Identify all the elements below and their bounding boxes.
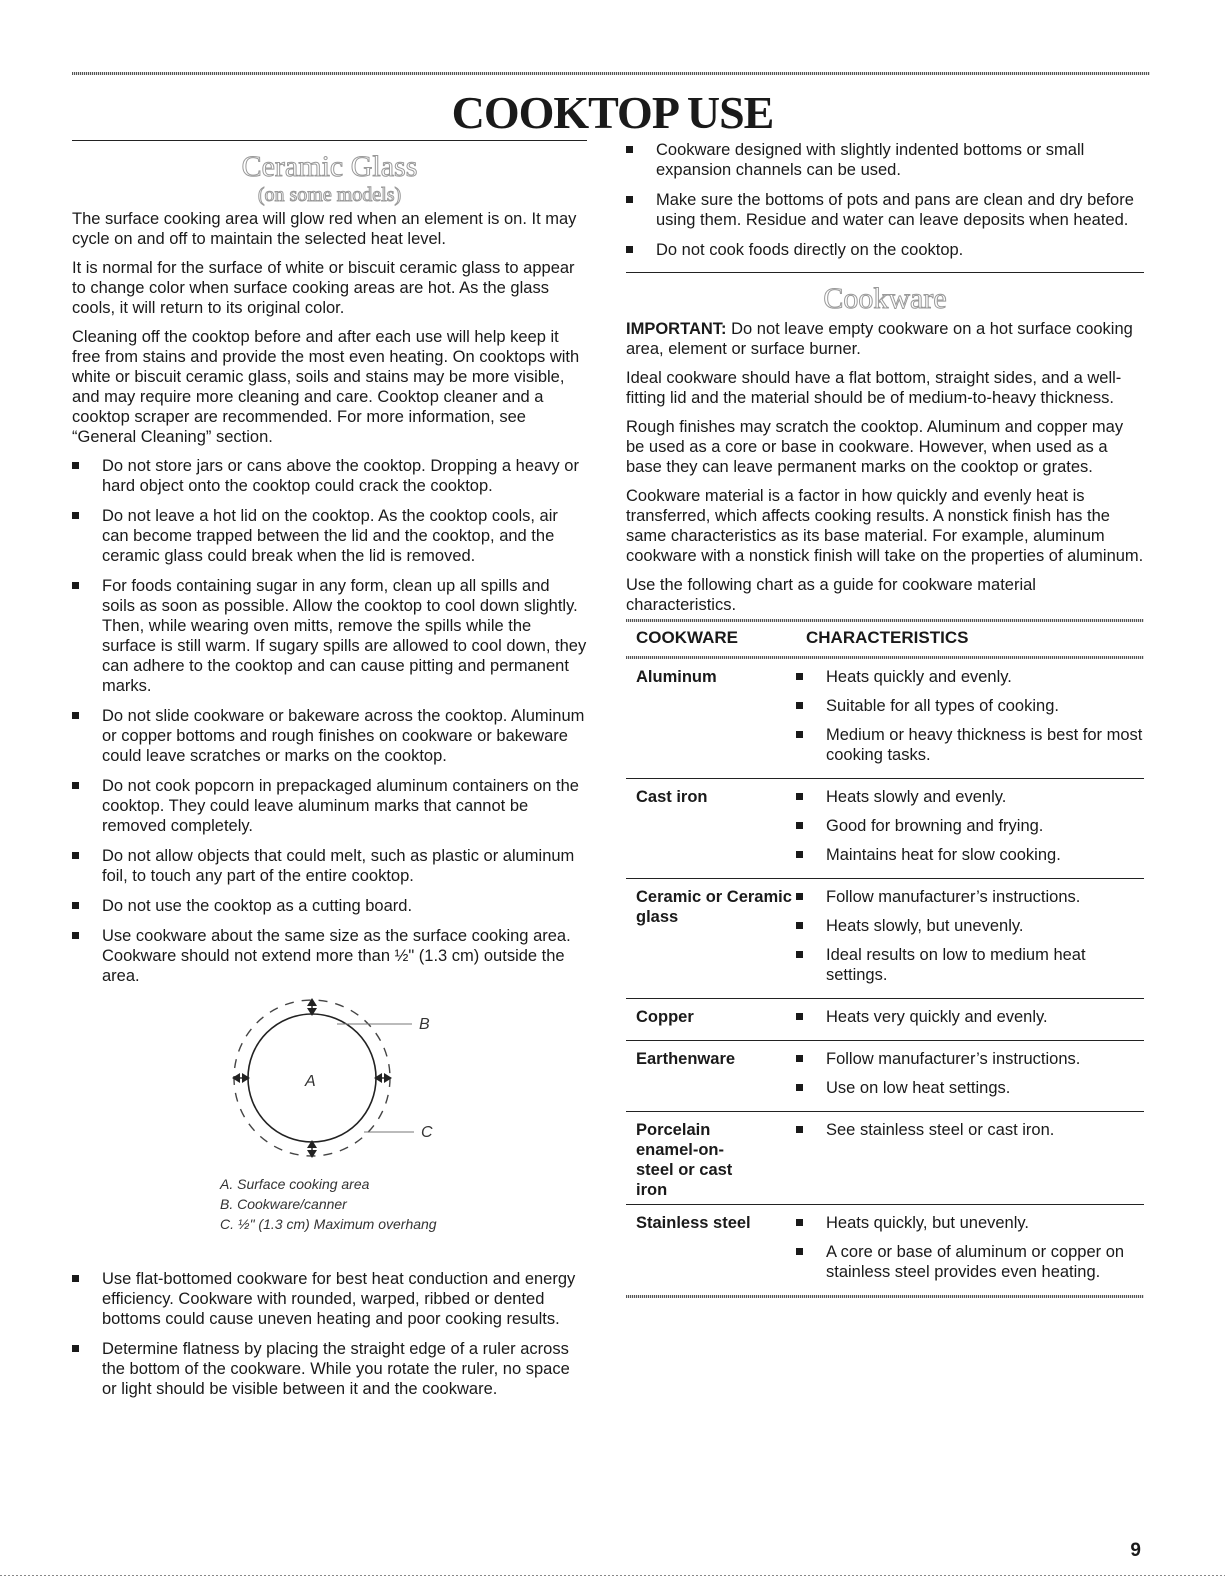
table-header-cookware: COOKWARE [636, 628, 738, 647]
characteristic-item: Medium or heavy thickness is best for most cooking tasks. [796, 725, 1144, 765]
material-name: Copper [626, 999, 796, 1041]
right-column [626, 140, 1144, 1298]
material-name: Aluminum [626, 659, 796, 779]
ceramic-paragraph: The surface cooking area will glow red when an element is on. It may cycle on and off to maintain the selected heat level. [72, 210, 577, 248]
characteristic-item: Good for browning and frying. [796, 816, 1144, 836]
bullet-item: Make sure the bottoms of pots and pans are clean and dry before using them. Residue and water can leave deposits when heated. [626, 190, 1144, 230]
characteristic-item: Ideal results on low to medium heat settings. [796, 945, 1144, 985]
bullet-item: Do not use the cooktop as a cutting board. [72, 896, 587, 916]
characteristic-item: See stainless steel or cast iron. [796, 1120, 1144, 1140]
label-a: A [305, 1073, 316, 1090]
table-header-characteristics: CHARACTERISTICS [806, 628, 969, 647]
table-row [626, 1112, 1144, 1205]
table-header-row [626, 622, 1144, 656]
bullet-item: Do not allow objects that could melt, such as plastic or aluminum foil, to touch any part of the entire cooktop. [72, 846, 587, 886]
material-name: Cast iron [626, 779, 796, 879]
material-name: Porcelain enamel-on-steel or cast iron [626, 1112, 796, 1205]
bullet-item: Cookware designed with slightly indented bottoms or small expansion channels can be used. [626, 140, 1144, 180]
ceramic-bullets [72, 456, 587, 986]
cookware-table [626, 622, 1144, 1295]
bullet-item: Do not cook popcorn in prepackaged aluminum containers on the cooktop. They could leave aluminum marks that cannot be removed completely. [72, 776, 587, 836]
ceramic-subheading: (on some models) [257, 184, 402, 206]
section-rule [626, 272, 1144, 273]
characteristic-item: Follow manufacturer’s instructions. [796, 1049, 1144, 1069]
cookware-paragraph: Rough finishes may scratch the cooktop. Aluminum and copper may be used as a core or base in cookware. However, when used as a base they can leave permanent marks on the cooktop or grates. [626, 418, 1124, 476]
bullet-item: Determine flatness by placing the straight edge of a ruler across the bottom of the cookware. While you rotate the ruler, no space or light should be visible between it and the cookware. [72, 1339, 587, 1399]
important-label: IMPORTANT: [626, 320, 727, 338]
top-dotted-rule [72, 72, 1150, 75]
material-name: Earthenware [626, 1041, 796, 1112]
important-text: Do not leave empty cookware on a hot surface cooking area, element or surface burner. [626, 320, 1133, 358]
characteristic-item: Heats very quickly and evenly. [796, 1007, 1144, 1027]
figure-caption: A. Surface cooking area [220, 1176, 370, 1192]
page-title: COOKTOP USE [451, 87, 774, 138]
figure-caption: C. ½" (1.3 cm) Maximum overhang [220, 1216, 437, 1232]
characteristic-item: Use on low heat settings. [796, 1078, 1144, 1098]
cookware-paragraph: Ideal cookware should have a flat bottom, straight sides, and a well-fitting lid and the material should be of medium-to-heavy thickness. [626, 369, 1122, 407]
bullet-item: For foods containing sugar in any form, clean up all spills and soils as soon as possible. Allow the cooktop to cool down slightly. Then, while wearing oven mitts, remove the spills while the surface is still warm. If sugary spills are allowed to cool down, they can adhere to the cooktop and can cause pitting and permanent marks. [72, 576, 587, 696]
cookware-paragraph: Cookware material is a factor in how quickly and evenly heat is transferred, which affects cooking results. A nonstick finish has the same characteristics as its base material. For example, aluminum cookware with a nonstick finish will take on the properties of aluminum. [626, 487, 1144, 565]
characteristic-item: Follow manufacturer’s instructions. [796, 887, 1144, 907]
ceramic-heading: Ceramic Glass [241, 150, 418, 183]
characteristic-item: Heats slowly and evenly. [796, 787, 1144, 807]
bottom-rule [0, 1575, 1225, 1576]
characteristic-item: Heats quickly and evenly. [796, 667, 1144, 687]
ceramic-paragraph: Cleaning off the cooktop before and after each use will help keep it free from stains and provide the most even heating. On cooktops with white or biscuit ceramic glass, soils and stains may be more visible, and may require more cleaning and care. Cooktop cleaner and a cooktop scraper are recommended. For more information, see “General Cleaning” section. [72, 328, 580, 446]
cookware-paragraph: Use the following chart as a guide for cookware material characteristics. [626, 576, 1036, 614]
figure-captions [220, 1174, 437, 1234]
section-rule [72, 140, 587, 141]
table-bottom-rule [626, 1295, 1144, 1298]
table-row [626, 999, 1144, 1041]
bullet-item: Do not leave a hot lid on the cooktop. As the cooktop cools, air can become trapped between the lid and the cooktop, and the ceramic glass could break when the lid is removed. [72, 506, 587, 566]
figure-caption: B. Cookware/canner [220, 1196, 347, 1212]
bullet-item: Do not cook foods directly on the cooktop. [626, 240, 1144, 260]
characteristic-item: Heats slowly, but unevenly. [796, 916, 1144, 936]
flatness-bullets [72, 1269, 587, 1399]
cookware-diagram [72, 996, 587, 1176]
table-row [626, 879, 1144, 999]
left-column [72, 140, 587, 1409]
label-c: C [421, 1124, 433, 1141]
ceramic-paragraph: It is normal for the surface of white or biscuit ceramic glass to appear to change color when surface cooking areas are hot. As the glass cools, it will return to its original color. [72, 259, 575, 317]
cookware-heading: Cookware [823, 282, 947, 315]
table-row [626, 1205, 1144, 1296]
important-note [626, 319, 1144, 359]
characteristic-item: Maintains heat for slow cooking. [796, 845, 1144, 865]
characteristic-item: A core or base of aluminum or copper on stainless steel provides even heating. [796, 1242, 1144, 1282]
label-b: B [419, 1016, 430, 1033]
cookware-size-figure [72, 996, 587, 1261]
bullet-item: Use flat-bottomed cookware for best heat conduction and energy efficiency. Cookware with rounded, warped, ribbed or dented bottoms could cause uneven heating and poor cooking results. [72, 1269, 587, 1329]
table-row [626, 659, 1144, 779]
bullet-item: Do not slide cookware or bakeware across the cooktop. Aluminum or copper bottoms and rough finishes on cookware or bakeware could leave scratches or marks on the cooktop. [72, 706, 587, 766]
material-name: Ceramic or Ceramic glass [626, 879, 796, 999]
table-row [626, 779, 1144, 879]
characteristic-item: Suitable for all types of cooking. [796, 696, 1144, 716]
bullet-item: Use cookware about the same size as the surface cooking area. Cookware should not extend more than ½" (1.3 cm) outside the area. [72, 926, 587, 986]
material-name: Stainless steel [636, 1214, 751, 1232]
bullet-item: Do not store jars or cans above the cooktop. Dropping a heavy or hard object onto the cooktop could crack the cooktop. [72, 456, 587, 496]
characteristic-item: Heats quickly, but unevenly. [796, 1213, 1144, 1233]
right-bullets [626, 140, 1144, 260]
page-number: 9 [1130, 1540, 1141, 1561]
table-row [626, 1041, 1144, 1112]
